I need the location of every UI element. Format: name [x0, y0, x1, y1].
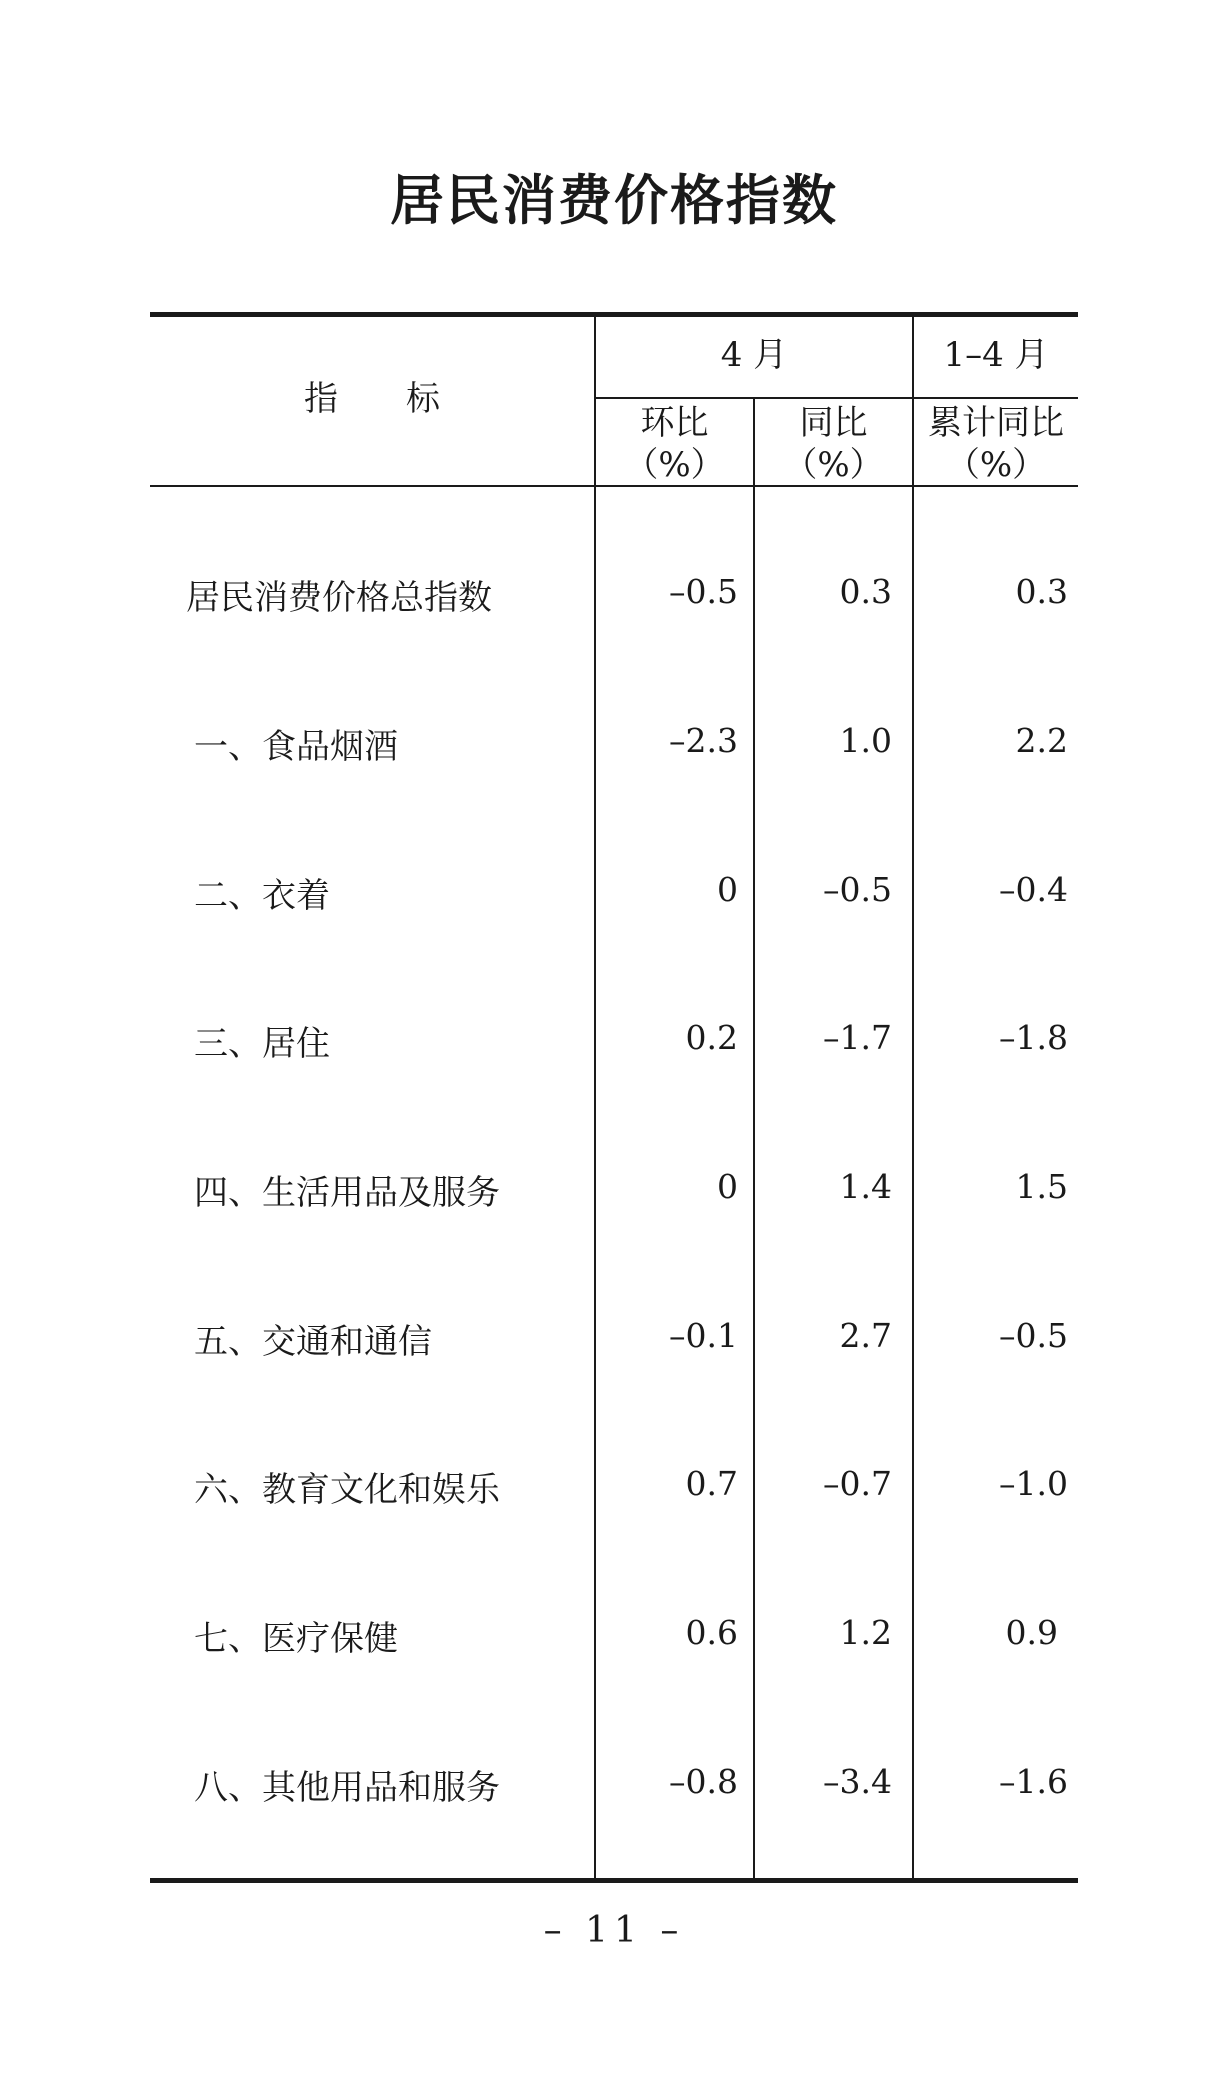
row-label: 一、食品烟酒 — [194, 727, 398, 767]
header-col-cum-yoy — [914, 402, 1078, 486]
cell-cum: 1.5 — [1015, 1167, 1068, 1206]
cell-mom: 0.6 — [685, 1613, 738, 1652]
page-title: 居民消费价格指数 — [390, 169, 838, 232]
col-divider-1 — [594, 314, 596, 1880]
cell-cum: –1.6 — [999, 1762, 1068, 1801]
cell-mom: 0 — [717, 1167, 738, 1206]
row-label: 五、交通和通信 — [194, 1322, 432, 1362]
row-label: 二、衣着 — [194, 876, 330, 916]
cell-cum: –1.8 — [999, 1018, 1068, 1057]
cell-cum: 0.3 — [1015, 572, 1068, 611]
header-col-mom-label: 环比 — [640, 403, 709, 443]
cell-mom: –0.5 — [669, 572, 738, 611]
header-col-cum-yoy-label: 累计同比 — [928, 403, 1064, 443]
col-divider-2 — [753, 398, 755, 1880]
cell-yoy: –0.5 — [823, 870, 892, 909]
cell-yoy: 1.2 — [839, 1613, 892, 1652]
cell-yoy: –0.7 — [823, 1464, 892, 1503]
row-label: 八、其他用品和服务 — [194, 1768, 500, 1808]
header-group-jan-apr: 1–4 月 — [943, 335, 1049, 375]
cell-yoy: –1.7 — [823, 1018, 892, 1057]
cell-yoy: 1.0 — [839, 721, 892, 760]
cell-yoy: 2.7 — [839, 1316, 892, 1355]
header-indicator: 指 标 — [304, 379, 440, 419]
cell-mom: –0.8 — [669, 1762, 738, 1801]
cell-cum: 2.2 — [1015, 721, 1068, 760]
header-col-yoy-unit: （%） — [783, 445, 884, 485]
col-divider-3 — [912, 314, 914, 1880]
cell-yoy: 1.4 — [839, 1167, 892, 1206]
header-col-mom — [596, 402, 753, 486]
row-label: 六、教育文化和娱乐 — [194, 1470, 500, 1510]
cell-yoy: –3.4 — [823, 1762, 892, 1801]
header-col-mom-unit: （%） — [624, 445, 725, 485]
cell-mom: 0.2 — [685, 1018, 738, 1057]
header-group-april: 4 月 — [720, 335, 788, 375]
cell-mom: –0.1 — [669, 1316, 738, 1355]
cell-mom: 0 — [717, 870, 738, 909]
cell-yoy: 0.3 — [839, 572, 892, 611]
page-number: – 11 – — [543, 1910, 685, 1951]
row-label: 三、居住 — [194, 1024, 330, 1064]
table-bottom-rule — [150, 1878, 1078, 1883]
table-top-rule — [150, 312, 1078, 317]
header-col-cum-yoy-unit: （%） — [945, 445, 1047, 485]
header-col-yoy — [755, 402, 912, 486]
cell-cum: –0.5 — [999, 1316, 1068, 1355]
row-label: 四、生活用品及服务 — [194, 1173, 500, 1213]
cell-cum: –1.0 — [999, 1464, 1068, 1503]
header-col-yoy-label: 同比 — [799, 403, 868, 443]
cell-cum: 0.9 — [1005, 1613, 1058, 1652]
group-header-line — [595, 397, 1078, 399]
cell-cum: –0.4 — [999, 870, 1068, 909]
cell-mom: –2.3 — [669, 721, 738, 760]
row-label: 居民消费价格总指数 — [186, 578, 492, 618]
cell-mom: 0.7 — [685, 1464, 738, 1503]
row-label: 七、医疗保健 — [194, 1619, 398, 1659]
